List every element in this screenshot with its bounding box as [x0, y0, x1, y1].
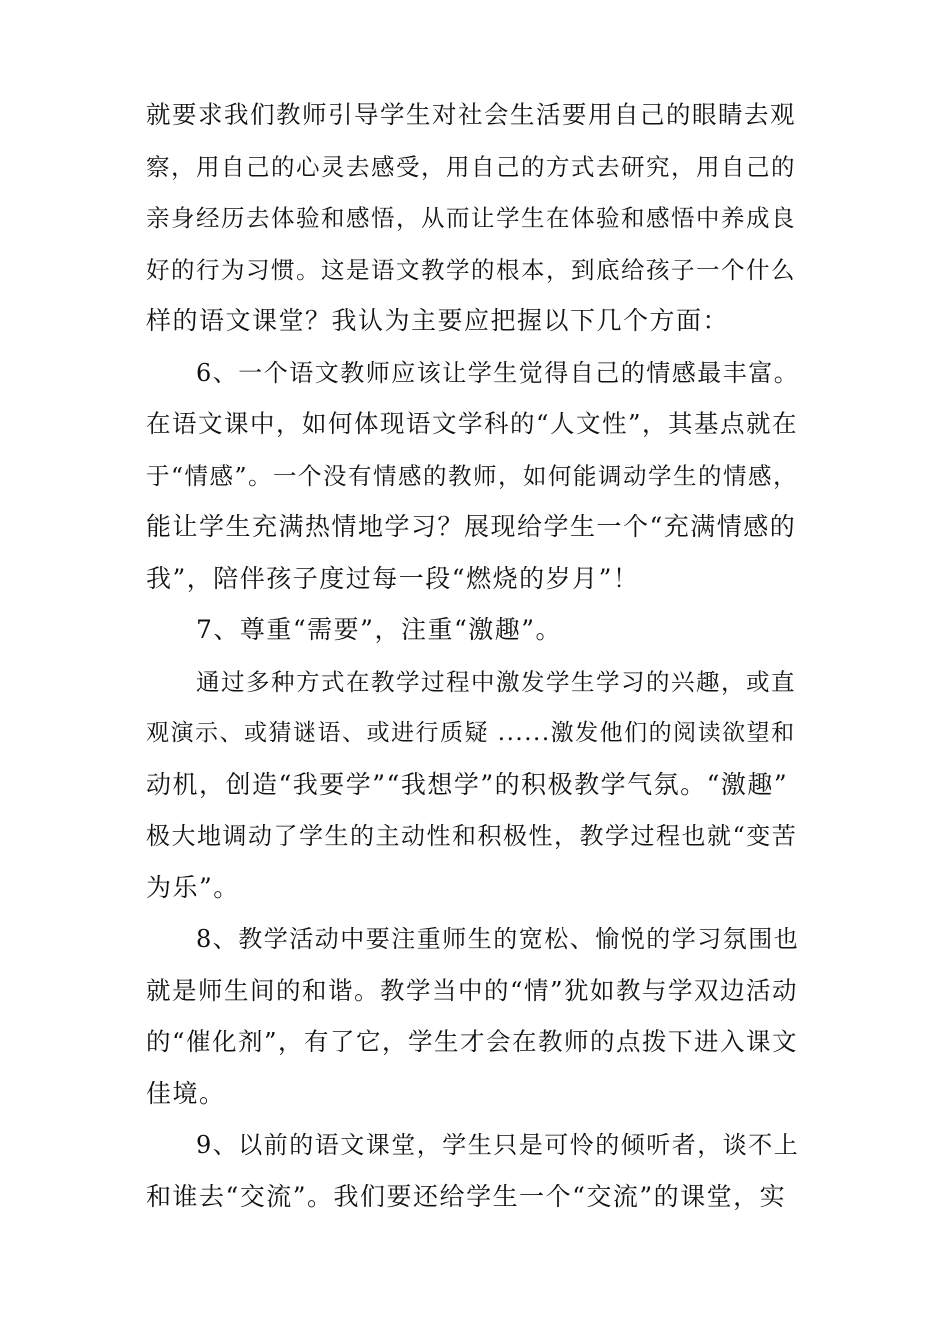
paragraph-9-heading: 9、以前的语文课堂，学生只是可怜的倾听者，谈不上 [196, 1131, 800, 1159]
text-line: 察，用自己的心灵去感受，用自己的方式去研究，用自己的 [146, 153, 796, 181]
text-line: 亲身经历去体验和感悟，从而让学生在体验和感悟中养成良 [146, 204, 796, 232]
text-line: 的“催化剂”，有了它，学生才会在教师的点拨下进入课文 [146, 1027, 799, 1056]
paragraph-6-heading: 6、一个语文教师应该让学生觉得自己的情感最丰富。 [196, 359, 800, 387]
text-line: 能让学生充满热情地学习？展现给学生一个“充满情感的 [146, 512, 797, 541]
text-line: 观演示、或猜谜语、或进行质疑 ......激发他们的阅读欲望和 [146, 720, 796, 746]
text-line: 极大地调动了学生的主动性和积极性，教学过程也就“变苦 [146, 822, 798, 850]
text-line: 佳境。 [146, 1079, 226, 1108]
text-line: 样的语文课堂？我认为主要应把握以下几个方面： [146, 306, 730, 335]
text-line: 通过多种方式在教学过程中激发学生学习的兴趣，或直 [196, 668, 796, 696]
text-line: 我”，陪伴孩子度过每一段“燃烧的岁月”！ [146, 564, 640, 593]
text-line: 在语文课中，如何体现语文学科的“人文性”，其基点就在 [146, 409, 799, 438]
text-line: 为乐”。 [146, 873, 240, 902]
text-line: 和谁去“交流”。我们要还给学生一个“交流”的课堂，实 [146, 1182, 787, 1211]
paragraph-8-heading: 8、教学活动中要注重师生的宽松、愉悦的学习氛围也 [196, 925, 800, 953]
text-line: 于“情感”。一个没有情感的教师，如何能调动学生的情感， [146, 462, 799, 490]
text-line: 就是师生间的和谐。教学当中的“情”犹如教与学双边活动 [146, 976, 799, 1005]
text-line: 好的行为习惯。这是语文教学的根本，到底给孩子一个什么 [146, 256, 796, 284]
paragraph-7-heading: 7、尊重“需要”，注重“激趣”。 [196, 615, 563, 644]
text-line: 就要求我们教师引导学生对社会生活要用自己的眼睛去观 [146, 100, 796, 129]
text-line: 动机，创造“我要学”“我想学”的积极教学气氛。“激趣” [146, 770, 789, 799]
